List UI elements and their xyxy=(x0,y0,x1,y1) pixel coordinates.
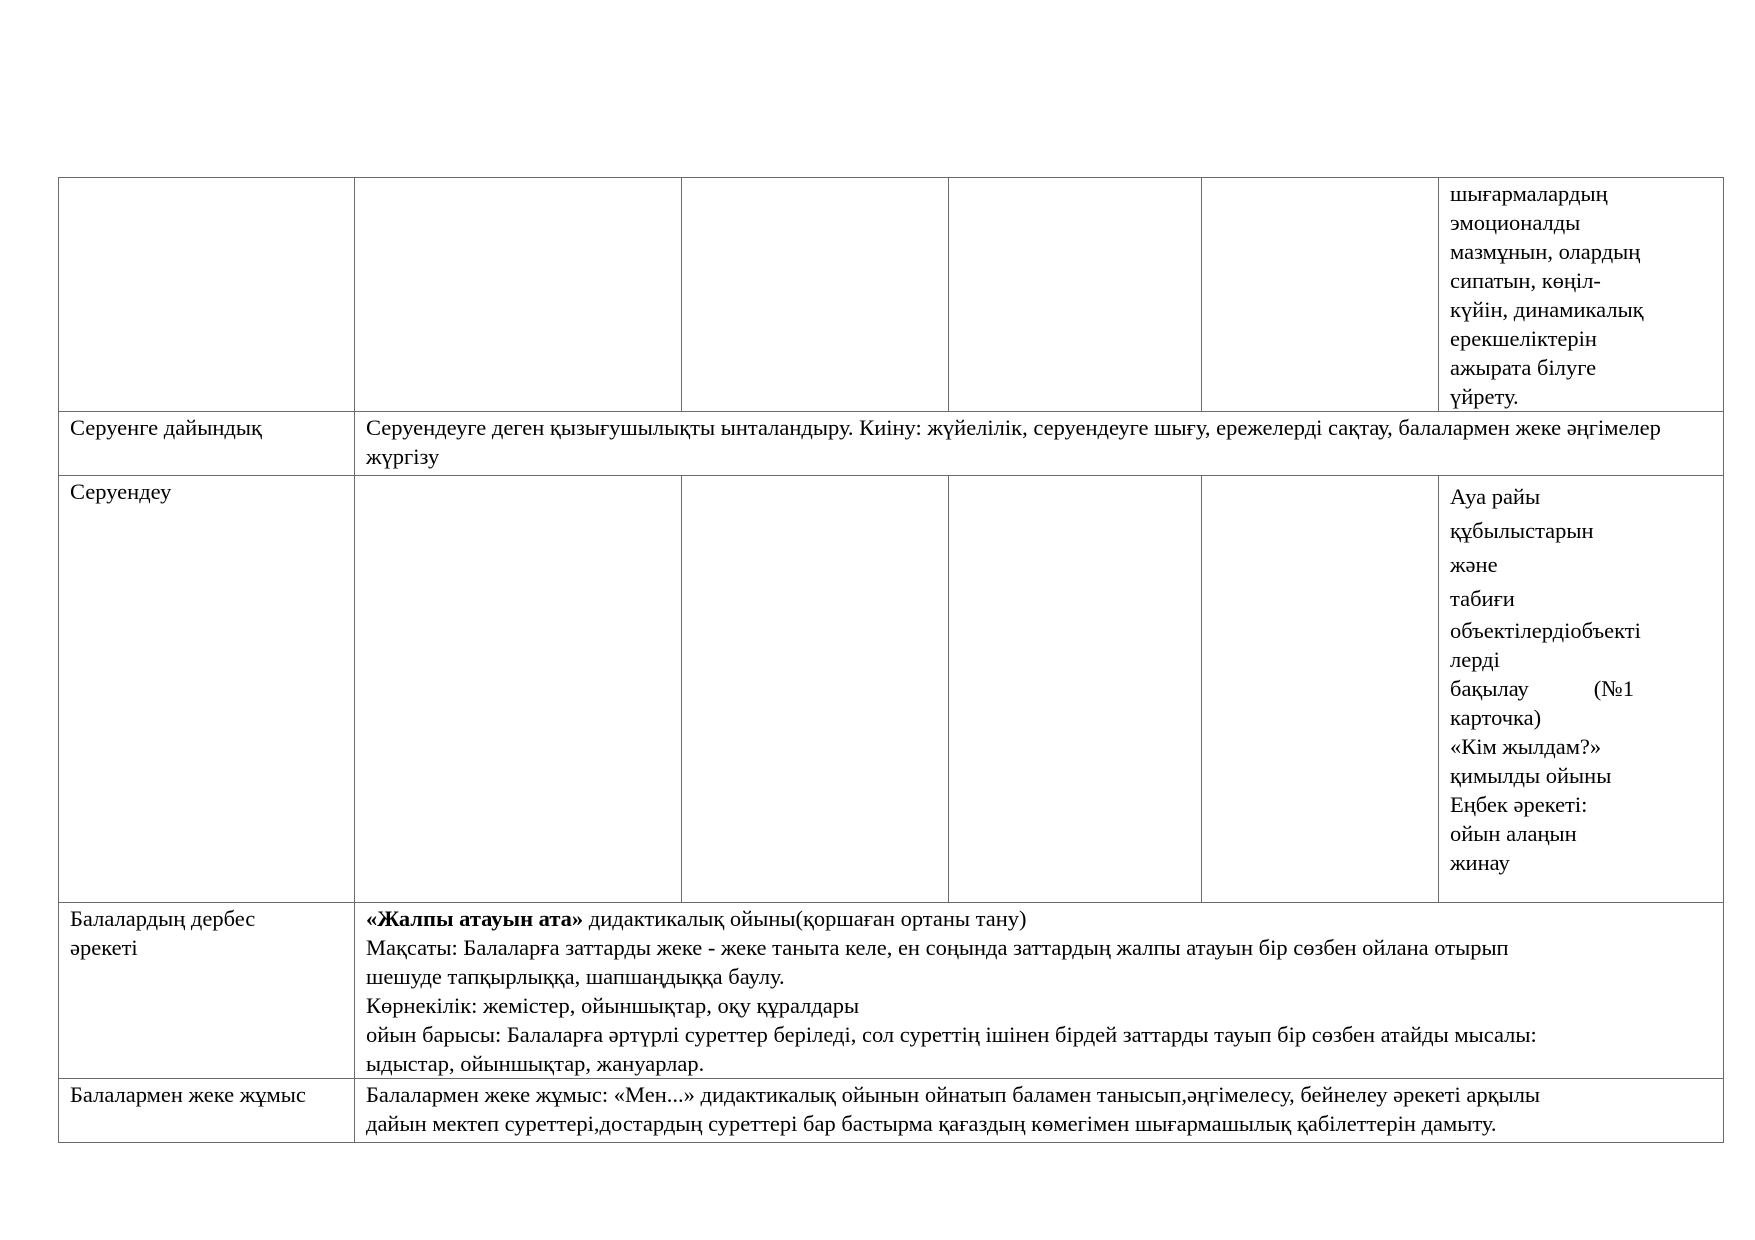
materials-line: Көрнекілік: жемістер, ойыншықтар, оқу құралдары xyxy=(366,993,860,1018)
observe-card-number: (№1 xyxy=(1593,676,1634,701)
individual-work-row xyxy=(59,1079,1724,1143)
walk-day-cell-3 xyxy=(949,476,1202,903)
goal-line: Мақсаты: Балаларға заттарды жеке - жеке таныта келе, ен соңында заттардың жалпы атауын бір сөзбен ойлана отырып xyxy=(366,935,1509,960)
goal-line: шешуде тапқырлыққа, шапшаңдыққа баулу. xyxy=(366,964,785,989)
label-line: Балалардың дербес xyxy=(70,906,256,931)
note-line: табиғи xyxy=(1450,586,1515,611)
continuation-day-cell-4 xyxy=(1202,178,1439,412)
label-line: әрекеті xyxy=(70,935,138,960)
individual-work-label: Балалармен жеке жұмыс xyxy=(59,1079,355,1143)
walk-day-cell-4 xyxy=(1202,476,1439,903)
continuation-notes-cell xyxy=(1439,178,1724,412)
note-line: карточка) xyxy=(1450,705,1542,730)
walk-notes-cell xyxy=(1439,476,1724,903)
note-line: құбылыстарын xyxy=(1450,518,1594,543)
continuation-day-cell-1 xyxy=(355,178,682,412)
note-line: сипатын, көңіл- xyxy=(1450,268,1601,293)
note-line: үйрету. xyxy=(1450,384,1519,409)
observe-word: бақылау xyxy=(1450,676,1529,701)
walk-label: Серуендеу xyxy=(59,476,355,903)
individual-work-line: Балалармен жеке жұмыс: «Мен...» дидактикалық ойынын ойнатып баламен танысып,әңгімелесу, бейнелеу әрекеті арқылы xyxy=(366,1082,1541,1107)
continuation-label-cell xyxy=(59,178,355,412)
independent-activity-content xyxy=(355,903,1724,1079)
note-line: қимылды ойыны xyxy=(1450,763,1612,788)
note-line-observe xyxy=(1450,674,1634,703)
note-line: Еңбек әрекеті: xyxy=(1450,792,1588,817)
note-line: ойын алаңын xyxy=(1450,821,1577,846)
individual-work-line: дайын мектеп суреттері,достардың суреттері бар бастырма қағаздың көмегімен шығармашылық қабілеттерін дамыту. xyxy=(366,1111,1497,1136)
note-line: күйін, динамикалық xyxy=(1450,297,1644,322)
continuation-row xyxy=(59,178,1724,412)
game-title: «Жалпы атауын ата» xyxy=(366,906,584,931)
note-line: эмоционалды xyxy=(1450,210,1581,235)
note-line: «Кім жылдам?» xyxy=(1450,734,1602,759)
note-line: мазмұнын, олардың xyxy=(1450,239,1641,264)
note-line: Ауа райы xyxy=(1450,484,1541,509)
note-line: шығармалардың xyxy=(1450,181,1608,206)
continuation-day-cell-2 xyxy=(682,178,949,412)
walk-preparation-text: Серуендеуге деген қызығушылықты ынталандыру. Киіну: жүйелілік, серуендеуге шығу, ережелерді сақтау, балалармен жеке әңгімелер жүргізу xyxy=(355,412,1724,476)
walk-day-cell-1 xyxy=(355,476,682,903)
note-line: лерді xyxy=(1450,647,1500,672)
daily-plan-table xyxy=(58,177,1724,1143)
game-type: дидактикалық ойыны(қоршаған ортаны тану) xyxy=(583,906,1027,931)
independent-activity-label xyxy=(59,903,355,1079)
game-heading xyxy=(366,904,1713,933)
walk-row xyxy=(59,476,1724,903)
process-line: ойын барысы: Балаларға әртүрлі суреттер беріледі, сол суреттің ішінен бірдей заттарды тауып бір сөзбен атайды мысалы: xyxy=(366,1022,1537,1047)
walk-day-cell-2 xyxy=(682,476,949,903)
note-line: ажырата білуге xyxy=(1450,355,1597,380)
continuation-day-cell-3 xyxy=(949,178,1202,412)
walk-preparation-label: Серуенге дайындық xyxy=(59,412,355,476)
note-line: ерекшеліктерін xyxy=(1450,326,1597,351)
process-line: ыдыстар, ойыншықтар, жануарлар. xyxy=(366,1051,705,1076)
note-line: және xyxy=(1450,552,1498,577)
note-line: объектілердіобъекті xyxy=(1450,618,1641,643)
note-line: жинау xyxy=(1450,850,1510,875)
walk-preparation-row xyxy=(59,412,1724,476)
individual-work-content xyxy=(355,1079,1724,1143)
independent-activity-row xyxy=(59,903,1724,1079)
